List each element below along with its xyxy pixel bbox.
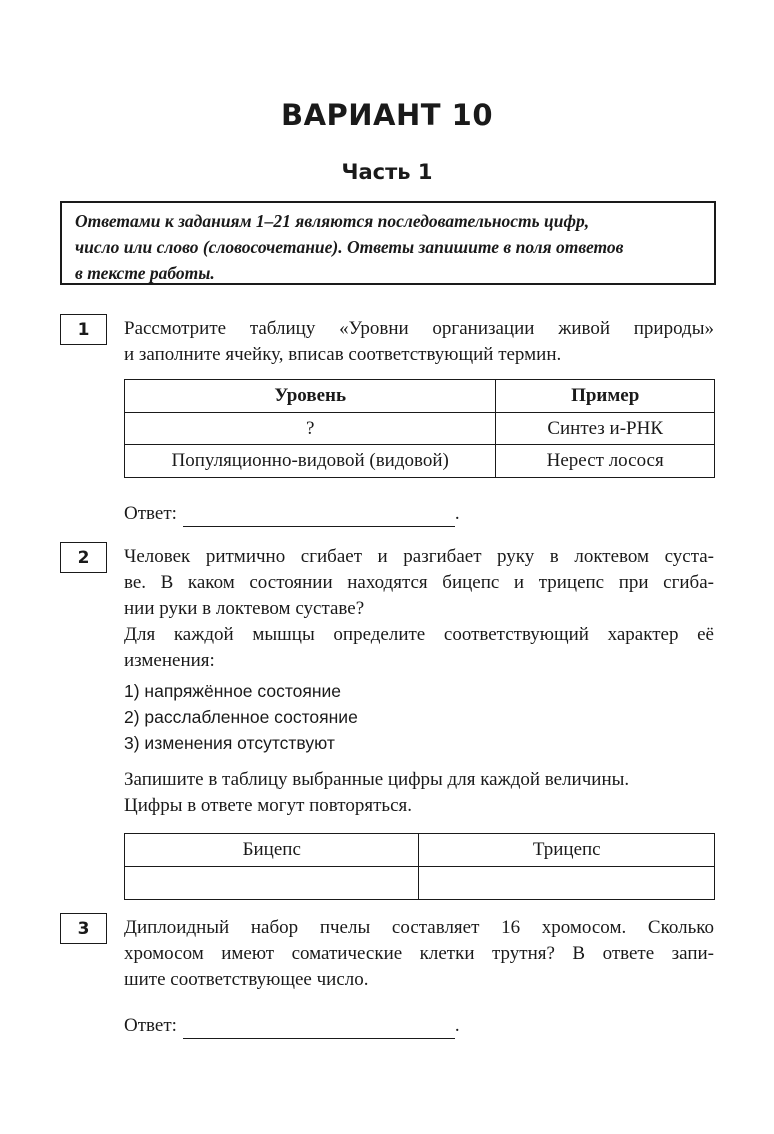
task3-text-line: хромосом имеют соматические клетки трутня? В ответе запи- — [124, 943, 714, 964]
task2-text-line: нии руки в локтевом суставе? — [124, 598, 365, 619]
part-title: Часть 1 — [341, 160, 433, 184]
biceps-answer-cell[interactable] — [125, 867, 419, 900]
answer-label: Ответ: — [124, 503, 177, 524]
task-number-1: 1 — [60, 314, 107, 345]
page-title: ВАРИАНТ 10 — [280, 98, 494, 132]
task1-table — [124, 379, 715, 478]
task3-text-line: Диплоидный набор пчелы составляет 16 хромосом. Сколько — [124, 917, 714, 938]
table-cell: Нерест лосося — [496, 445, 715, 478]
table-header-triceps: Трицепс — [419, 834, 715, 867]
table-header-level: Уровень — [125, 380, 496, 413]
task2-instruction-line: Запишите в таблицу выбранные цифры для каждой величины. — [124, 769, 630, 790]
task-number-2: 2 — [60, 542, 107, 573]
task1-text-line: Рассмотрите таблицу «Уровни организации живой природы» — [124, 318, 714, 339]
task1-answer — [124, 501, 460, 527]
table-cell: Популяционно-видовой (видовой) — [125, 445, 496, 478]
instructions-line: в тексте работы. — [75, 263, 215, 283]
answer-field[interactable] — [183, 1018, 455, 1039]
answer-field[interactable] — [183, 506, 455, 527]
task2-text-line: Человек ритмично сгибает и разгибает руку в локтевом суста- — [124, 546, 714, 567]
instructions-line: число или слово (словосочетание). Ответы запишите в поля ответов — [75, 237, 624, 257]
option-item: 3) изменения отсутствуют — [124, 733, 335, 753]
option-item: 2) расслабленное состояние — [124, 707, 358, 727]
answer-end: . — [454, 503, 460, 524]
task2-text-line: ве. В каком состоянии находятся бицепс и трицепс при сгиба- — [124, 572, 714, 593]
instructions-line: Ответами к заданиям 1–21 являются последовательность цифр, — [75, 211, 590, 231]
task-number-3: 3 — [60, 913, 107, 944]
table-cell-unknown-level[interactable]: ? — [125, 413, 496, 445]
answer-end: . — [454, 1015, 460, 1036]
table-header-example: Пример — [496, 380, 715, 413]
table-cell: Синтез и-РНК — [496, 413, 715, 445]
answer-label: Ответ: — [124, 1015, 177, 1036]
triceps-answer-cell[interactable] — [419, 867, 715, 900]
task2-table — [124, 833, 715, 900]
option-item: 1) напряжённое состояние — [124, 681, 342, 701]
task2-text-line: изменения: — [124, 650, 215, 671]
table-header-biceps: Бицепс — [125, 834, 419, 867]
task3-text-line: шите соответствующее число. — [124, 969, 369, 990]
instructions-box — [60, 201, 716, 285]
task2-text-line: Для каждой мышцы определите соответствующий характер её — [124, 624, 714, 645]
task2-instruction-line: Цифры в ответе могут повторяться. — [124, 795, 412, 816]
task1-text-line: и заполните ячейку, вписав соответствующий термин. — [124, 344, 562, 365]
task3-answer — [124, 1013, 460, 1039]
